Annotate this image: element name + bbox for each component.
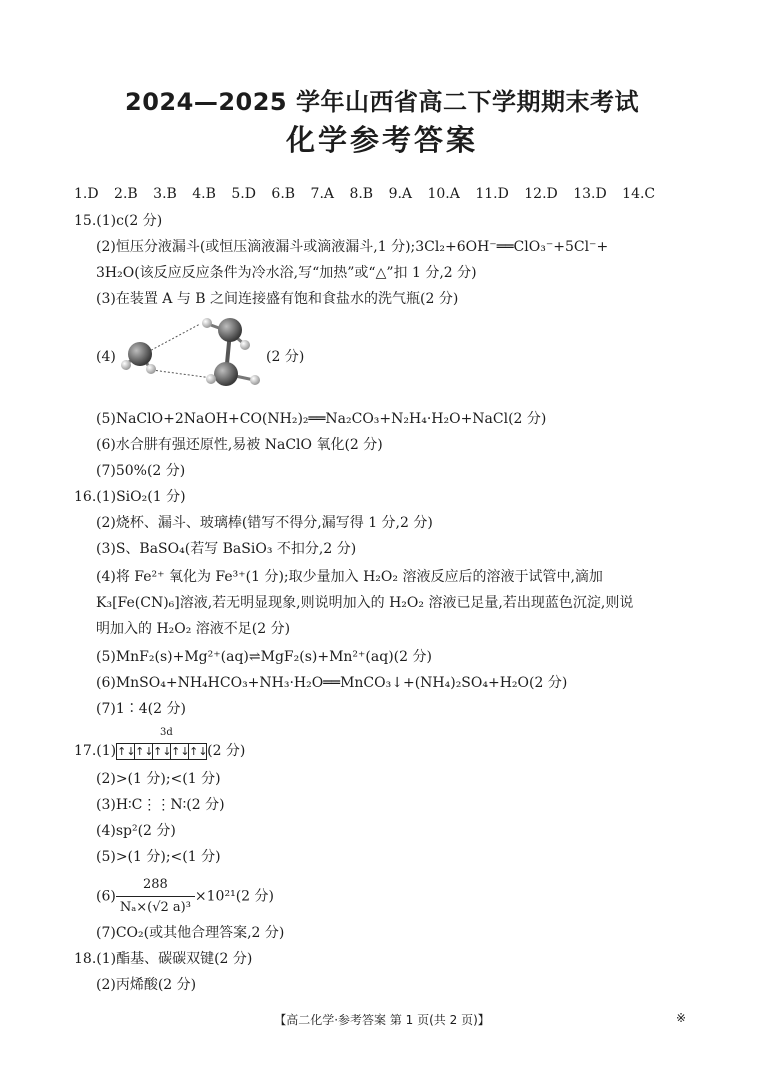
q17-part4: (4)sp²(2 分)	[96, 823, 176, 839]
q17-part6-score: ×10²¹(2 分)	[194, 888, 274, 905]
q16-part6: (6)MnSO₄+NH₄HCO₃+NH₃·H₂O══MnCO₃↓+(NH₄)₂SO₄+H₂O(2 分)	[96, 675, 568, 691]
q17-part1-label: 17.(1)	[74, 743, 117, 759]
orbital-box: ↑↓	[189, 744, 208, 758]
mc-answer: 6.B	[271, 186, 296, 202]
q16-part7: (7)1∶4(2 分)	[96, 701, 186, 717]
multiple-choice-answers	[74, 186, 666, 202]
q16-part2: (2)烧杯、漏斗、玻璃棒(错写不得分,漏写得 1 分,2 分)	[96, 515, 433, 531]
density-fraction	[116, 874, 195, 919]
mc-answer: 11.D	[475, 186, 509, 202]
q17-part6-label: (6)	[96, 888, 116, 905]
q15-part4-label: (4)	[96, 349, 116, 365]
page-footer: 【高二化学·参考答案 第 1 页(共 2 页)】	[274, 1013, 490, 1027]
hydrogen-bond-molecule-image	[112, 314, 272, 394]
exam-title: 2024—2025 学年山西省高二下学期期末考试	[125, 88, 639, 116]
q15-part3: (3)在装置 A 与 B 之间连接盛有饱和食盐水的洗气瓶(2 分)	[96, 291, 459, 307]
answer-key-title: 化学参考答案	[285, 123, 478, 157]
mc-answer: 4.B	[192, 186, 216, 202]
orbital-3d-label: 3d	[160, 727, 173, 738]
mc-answer: 2.B	[114, 186, 138, 202]
orbital-box: ↑↓	[171, 744, 190, 758]
q15-part2-cont: 3H₂O(该反应反应条件为冷水浴,写“加热”或“△”扣 1 分,2 分)	[96, 265, 477, 281]
q16-part3: (3)S、BaSO₄(若写 BaSiO₃ 不扣分,2 分)	[96, 541, 357, 557]
q16-part5: (5)MnF₂(s)+Mg²⁺(aq)⇌MgF₂(s)+Mn²⁺(aq)(2 分)	[96, 649, 432, 665]
fraction-numerator: 288	[116, 874, 195, 897]
fraction-denominator: Nₐ×(√2 a)³	[119, 900, 191, 915]
q15-part5: (5)NaClO+2NaOH+CO(NH₂)₂══Na₂CO₃+N₂H₄·H₂O+NaCl(2 分)	[96, 411, 547, 427]
q17-part1-score: (2 分)	[207, 743, 246, 759]
mc-answer: 14.C	[622, 186, 656, 202]
q16-part4-end: 明加入的 H₂O₂ 溶液不足(2 分)	[96, 621, 291, 637]
mc-answer: 5.D	[231, 186, 256, 202]
q16-part1: 16.(1)SiO₂(1 分)	[74, 489, 186, 505]
q15-part1: 15.(1)c(2 分)	[74, 213, 163, 229]
q16-part4: (4)将 Fe²⁺ 氧化为 Fe³⁺(1 分);取少量加入 H₂O₂ 溶液反应后的溶液于试管中,滴加	[96, 569, 603, 585]
q15-part7: (7)50%(2 分)	[96, 463, 186, 479]
mc-answer: 10.A	[427, 186, 460, 202]
orbital-box: ↑↓	[153, 744, 172, 758]
orbital-diagram	[116, 743, 207, 760]
mc-answer: 3.B	[153, 186, 177, 202]
orbital-box: ↑↓	[135, 744, 154, 758]
q15-part2: (2)恒压分液漏斗(或恒压滴液漏斗或滴液漏斗,1 分);3Cl₂+6OH⁻══ClO₃⁻+5Cl⁻+	[96, 239, 609, 255]
q17-part6	[96, 874, 274, 919]
q18-part1: 18.(1)酯基、碳碳双键(2 分)	[74, 951, 253, 967]
mc-answer: 7.A	[310, 186, 334, 202]
q15-part6: (6)水合肼有强还原性,易被 NaClO 氧化(2 分)	[96, 437, 383, 453]
q17-part3: (3)H∶C⋮⋮N∶(2 分)	[96, 797, 225, 813]
mc-answer: 13.D	[573, 186, 607, 202]
orbital-box: ↑↓	[117, 744, 136, 758]
q17-part7: (7)CO₂(或其他合理答案,2 分)	[96, 925, 285, 941]
mc-answer: 12.D	[524, 186, 558, 202]
q16-part4-cont: K₃[Fe(CN)₆]溶液,若无明显现象,则说明加入的 H₂O₂ 溶液已足量,若出现蓝色沉淀,则说	[96, 595, 634, 611]
q18-part2: (2)丙烯酸(2 分)	[96, 977, 197, 993]
mc-answer: 1.D	[74, 186, 99, 202]
q17-part1	[74, 742, 245, 760]
mc-answer: 8.B	[349, 186, 374, 202]
q15-part4-score: (2 分)	[266, 349, 305, 365]
q17-part5: (5)>(1 分);<(1 分)	[96, 849, 221, 865]
mc-answer: 9.A	[388, 186, 413, 202]
footer-mark: ※	[676, 1011, 687, 1025]
q17-part2: (2)>(1 分);<(1 分)	[96, 771, 221, 787]
